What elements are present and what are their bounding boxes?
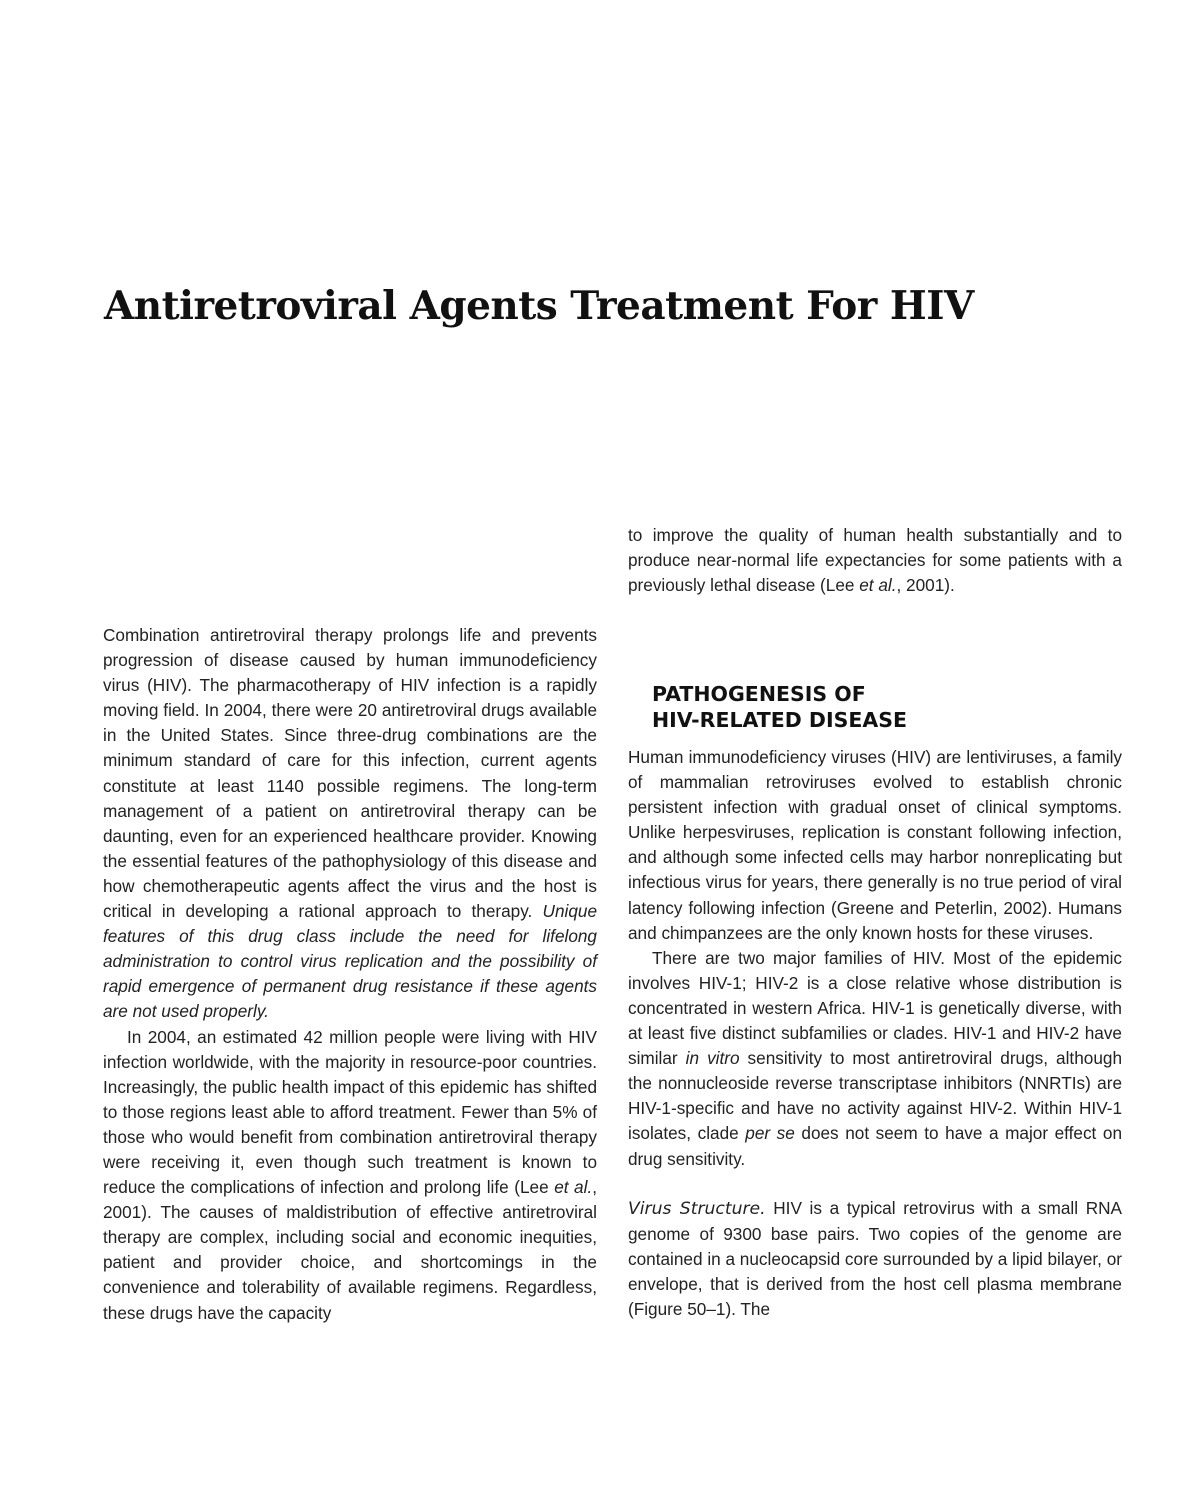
intro-italic-text: Unique features of this drug class include the need for lifelong administration to control virus replication and the possibility of rapid emergence of permanent drug resistance if these agents are not used properly. [103, 901, 597, 1022]
left-column [103, 623, 597, 1326]
right-column-continuation [628, 523, 1122, 598]
page-title: Antiretroviral Agents Treatment For HIV [104, 283, 974, 329]
citation-italic: et al. [554, 1177, 593, 1198]
epidemiology-text-2: , 2001). The causes of maldistribution of effective antiretroviral therapy are complex, including social and economic inequities, patient and provider choice, and shortcomings in the convenience and tolerability of available regimens. Regardless, these drugs have the capacity [103, 1177, 597, 1323]
section-heading [652, 681, 1092, 733]
continuation-paragraph [628, 523, 1122, 598]
per-se-italic: per se [745, 1123, 795, 1144]
lentivirus-paragraph: Human immunodeficiency viruses (HIV) are lentiviruses, a family of mammalian retroviruses evolved to establish chronic persistent infection with gradual onset of clinical symptoms. Unlike herpesviruses, replication is constant following infection, and although some infected cells may harbor nonreplicating but infectious virus for years, there generally is no true period of viral latency following infection (Greene and Peterlin, 2002). Humans and chimpanzees are the only known hosts for these viruses. [628, 747, 1122, 943]
epidemiology-paragraph [103, 1025, 597, 1326]
epidemiology-text-1: In 2004, an estimated 42 million people were living with HIV infection worldwide, with the majority in resource-poor countries. Increasingly, the public health impact of this epidemic has shifted to those regions least able to afford treatment. Fewer than 5% of those who would benefit from combination antiretroviral therapy were receiving it, even though such treatment is known to reduce the complications of infection and prolong life (Lee [103, 1026, 597, 1198]
intro-text: Combination antiretroviral therapy prolongs life and prevents progression of disease caused by human immunodeficiency virus (HIV). The pharmacotherapy of HIV infection is a rapidly moving field. In 2004, there were 20 antiretroviral drugs available in the United States. Since three-drug combinations are the minimum standard of care for this infection, current agents constitute at least 1140 possible regimens. The long-term management of a patient on antiretroviral therapy can be daunting, even for an experienced healthcare provider. Knowing the essential features of the pathophysiology of this disease and how chemotherapeutic agents affect the virus and the host is critical in developing a rational approach to therapy. [103, 625, 597, 922]
virus-structure-text: HIV is a typical retrovirus with a small RNA genome of 9300 base pairs. Two copies of the genome are contained in a nucleocapsid core surrounded by a lipid bilayer, or envelope, that is derived from the host cell plasma membrane (Figure 50–1). The [628, 1197, 1122, 1319]
section-heading-line-2: HIV-RELATED DISEASE [652, 708, 907, 732]
right-column [628, 745, 1122, 1322]
hiv-families-paragraph [628, 946, 1122, 1172]
intro-paragraph [103, 623, 597, 1025]
families-text-2: sensitivity to most antiretroviral drugs, although the nonnucleoside reverse transcriptase inhibitors (NNRTIs) are HIV-1-specific and have no activity against HIV-2. Within HIV-1 isolates, clade [628, 1048, 1122, 1144]
virus-structure-paragraph [628, 1196, 1122, 1322]
paragraph-gap [628, 1172, 1122, 1196]
families-text-1: There are two major families of HIV. Most of the epidemic involves HIV-1; HIV-2 is a close relative whose distribution is concentrated in western Africa. HIV-1 is genetically diverse, with at least five distinct subfamilies or clades. HIV-1 and HIV-2 have similar [628, 947, 1122, 1069]
in-vitro-italic: in vitro [685, 1048, 740, 1069]
section-heading-line-1: PATHOGENESIS OF [652, 682, 866, 706]
families-text-3: does not seem to have a major effect on drug sensitivity. [628, 1123, 1123, 1169]
virus-structure-heading: Virus Structure. [628, 1198, 766, 1219]
continuation-citation-italic: et al. [859, 575, 897, 596]
continuation-text-2: , 2001). [896, 575, 955, 596]
continuation-text-1: to improve the quality of human health substantially and to produce near-normal life expectancies for some patients with a previously lethal disease (Lee [628, 525, 1122, 596]
